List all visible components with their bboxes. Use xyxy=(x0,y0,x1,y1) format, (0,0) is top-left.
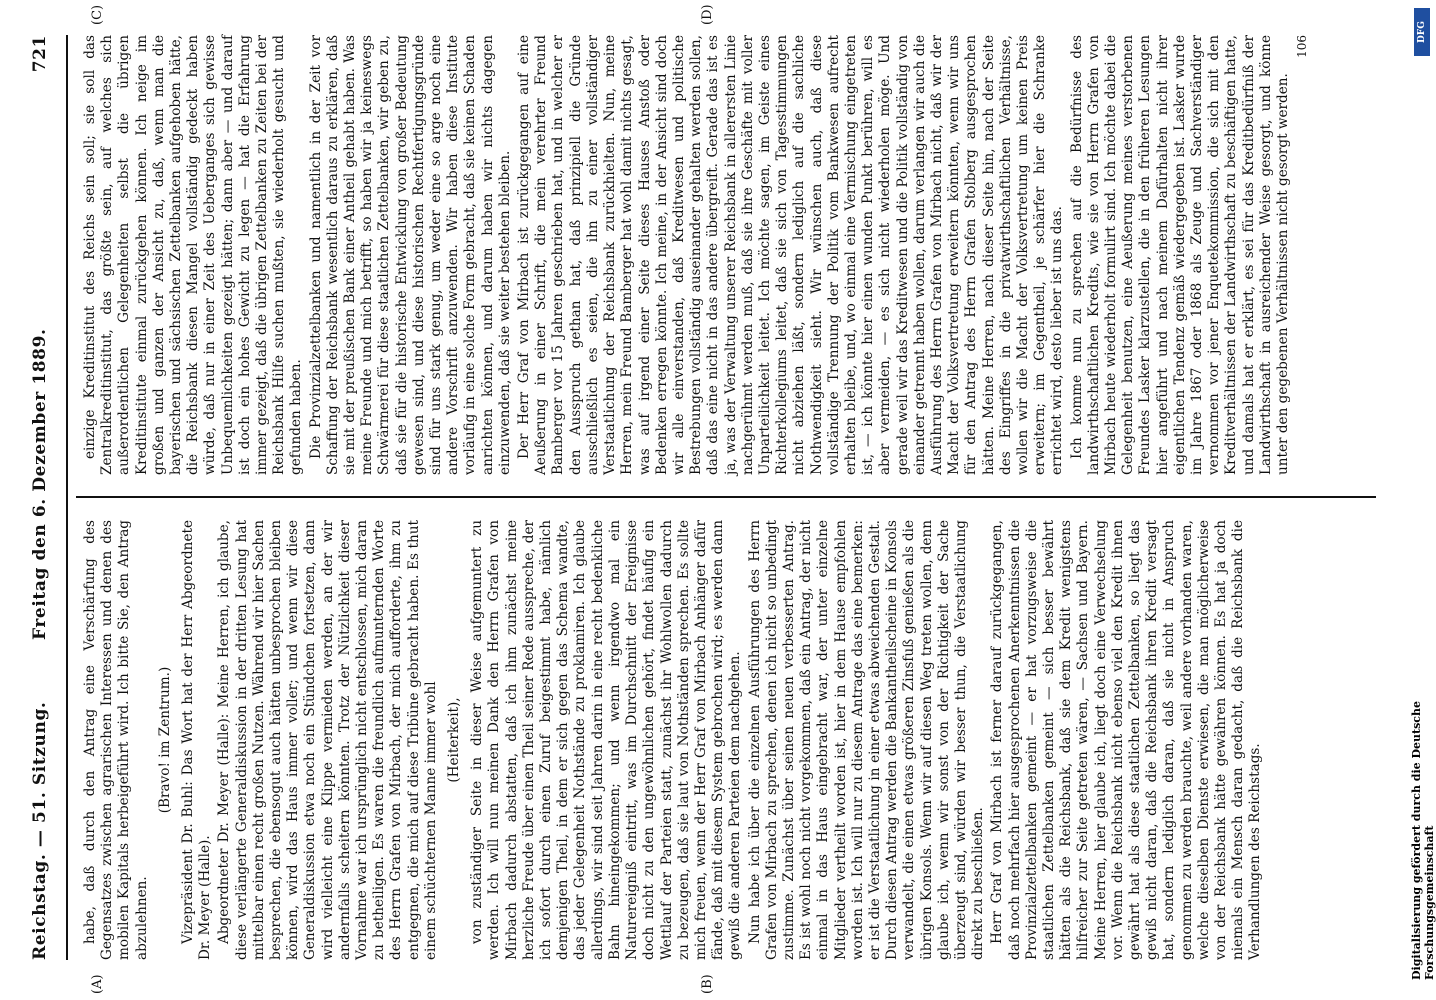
marker-d: (D) xyxy=(700,4,715,25)
paragraph: Abgeordneter Dr. Meyer (Halle): Meine Herren, ich glaube, diese verlängerte Generaldiskussion in der dritten Lesung hat mittelbar einen recht großen Nutzen. Während wir hier Sachen besprechen, die ebensogut auch hätten unbesprochen bleiben können, wird das Haus immer voller; und wenn wir diese Generaldiskussion etwa noch ein Stündchen fortsetzen, dann wird vielleicht eine Klippe vermieden werden, an der wir andernfalls scheitern könnten. Trotz der Nützlichkeit dieser Vornahme war ich ursprünglich nicht entschlossen, mich daran zu betheiligen. Es waren die freundlich aufmunternden Worte des Herrn Grafen von Mirbach, der mich aufforderte, ihm zu entgegnen, die mich auf diese Tribüne gebracht haben. Es thut einem schüchternen Manne immer wohl xyxy=(216,520,439,960)
applause-note: (Bravo! im Zentrum.) xyxy=(156,666,173,814)
left-column xyxy=(82,520,1382,960)
column-divider xyxy=(76,496,1376,498)
paragraph: Die Provinzialzettelbanken und namentlich in der Zeit vor Schaffung der Reichsbank wesentlich daraus zu erklären, daß sie mit der preußischen Bank einer Antheil gehabt haben. Was meine Freunde und mich betrifft, so haben wir ja keineswegs Schwärmerei für diese staatlichen Zettelbanken, wir geben zu, daß sie für die historische Entwicklung von großer Bedeutung gewesen sind, und diese historischen Rechtfertigungsgründe sind für uns stark genug, um weder eine so arge noch eine andere Vorschrift anzuwenden. Wir haben diese Institute vorläufig in eine solche Form gebracht, daß sie keinen Schaden anrichten können, und darum haben wir nichts dagegen einzuwenden, daß sie weiter bestehen bleiben. xyxy=(307,35,513,475)
paragraph: Herr Graf von Mirbach ist ferner darauf zurückgegangen, daß noch mehrfach hier ausgesprochenen Anerkenntnissen die Provinzialzettelbanken gemeint — er hat vorzugsweise die staatlichen Zettelbanken gemeint — sich besser bewährt hätten als die Reichsbank, daß sie dem Kredit wenigstens hilfreicher zur Seite getreten wären, — Sachsen und Bayern. Meine Herren, hier glaube ich, liegt doch eine Verwechselung vor. Wenn die Reichsbank nicht ebenso viel den Kredit ihnen gewährt hat als diese staatlichen Zettelbanken, so liegt das gewiß nicht daran, daß die Reichsbank ihren Kredit versagt hat, sondern lediglich daran, daß sie nicht in Anspruch genommen zu werden brauchte, weil andere vorhanden waren, welche dieselben Dienste erwiesen, die man möglicherweise von der Reichsbank hätte gewähren können. Es hat ja doch niemals ein Mensch daran gedacht, daß die Reichsbank die Verhandlungen des Reichstags. xyxy=(989,520,1264,960)
page-number: 721 xyxy=(30,35,50,73)
paragraph: Ich komme nun zu sprechen auf die Bedürfnisse des landwirthschaftlichen Kredits, wie sie von Herrn Grafen von Mirbach heute wiederholt formulirt sind. Ich möchte dabei die Gelegenheit benutzen, eine Aeußerung meines verstorbenen Freundes Lasker klarzustellen, die in den früheren Lesungen hier angeführt und nach meinem Dafürhalten nicht ihrer eigentlichen Tendenz gemäß wiedergegeben ist. Lasker wurde im Jahre 1867 oder 1868 als Zeuge und Sachverständiger vernommen vor jener Enquetekommission, die sich mit den Kreditverhältnissen der Landwirthschaft zu beschäftigen hatte, und damals hat er erklärt, es sei für das Kreditbedürfniß der Landwirthschaft in ausreichender Weise gesorgt, und könne unter den gegebenen Verhältnissen nicht gesorgt werden. xyxy=(1068,35,1292,475)
header-rule xyxy=(66,35,68,960)
right-column xyxy=(82,35,1382,475)
paragraph: einzige Kreditinstitut des Reichs sein soll; sie soll das Zentralkreditinstitut, das größte sein, auf welches sich außerordentlichen Gelegenheiten selbst die übrigen Kreditinstitute einmal zurückgehen können. Ich neige im großen und ganzen der Ansicht zu, daß, wenn man die bayerischen und sächsischen Zettelbanken aufgehoben hätte, die Reichsbank diesen Mangel vollständig gedeckt haben würde, daß nur in einer Zeit des Ueberganges sich gewisse Unbequemlichkeiten gezeigt hätten; dann aber — und darauf ist doch ein hohes Gewicht zu legen — hat die Erfahrung immer gezeigt, daß die übrigen Zettelbanken zu Zeiten bei der Reichsbank Hilfe suchen mußten, sie wiederholt gesucht und gefunden haben. xyxy=(82,35,305,475)
paragraph: von zuständiger Seite in dieser Weise aufgemuntert zu werden. Ich will nun meinen Dank den Herrn Grafen von Mirbach dadurch abstatten, daß ich ihm zunächst meine herzliche Freude über einen Theil seiner Rede ausspreche, der ich sofort durch einen Zuruf beigestimmt habe, nämlich demjenigen Theil, in dem er sich gegen das Schema wandte, das jeder Gelegenheit Nothstände zu proklamiren. Ich glaube allerdings, wir sind seit Jahren darin in eine recht bedenkliche Bahn hineingekommen; und wenn irgendwo mal ein Naturereigniß eintritt, was im Durchschnitt der Ereignisse doch nicht zu den ungewöhnlichen gehört, findet häufig ein Wettlauf der Parteien statt, zunächst ihr Wohlwollen dadurch zu bezeugen, daß sie laut von Nothständen sprechen. Es sollte mich freuen, wenn der Herr Graf von Mirbach Anhänger dafür fände, daß mit diesem System gebrochen wird; es werden dann gewiß die anderen Parteien dem nachgehen. xyxy=(469,520,744,960)
laughter-note: (Heiterkeit), xyxy=(446,697,463,783)
dfg-logo: DFG xyxy=(1414,8,1430,56)
page-header xyxy=(22,35,56,960)
header-left: Reichstag. — 51. Sitzung. xyxy=(30,701,50,960)
digitization-note: Digitalisierung gefördert durch die Deutsche Forschungsgemeinschaft xyxy=(1410,701,1436,980)
footer-number: 106 xyxy=(1295,35,1310,58)
marker-a: (A) xyxy=(90,974,105,994)
paragraph: habe, daß durch den Antrag eine Verschärfung des Gegensatzes zwischen agrarischen Interessen und denen des mobilen Kapitals herbeigeführt wird. Ich bitte Sie, den Antrag abzulehnen. xyxy=(82,520,150,960)
marker-c: (C) xyxy=(90,4,105,25)
paragraph: Der Herr Graf von Mirbach ist zurückgegangen auf eine Aeußerung in einer Schrift, die mein verehrter Freund Bamberger vor 15 Jahren geschrieben hat, und in welcher er den Ausspruch gethan hat, daß prinzipiell die Gründe ausschließlich es seien, die ihn zu einer vollständiger Verstaatlichung der Reichsbank zurückhielten. Nun, meine Herren, mein Freund Bamberger hat wohl damit nichts gesagt, was auf irgend einer Seite dieses Hauses Anstoß oder Bedenken erregen könnte. Ich meine, in der Ansicht sind doch wir alle einverstanden, daß Kreditwesen und politische Bestrebungen vollständig auseinander gehalten werden sollen, daß das eine nicht in das andere übergreift. Gerade das ist es ja, was der Verwaltung unserer Reichsbank in allerersten Linie nachgerühmt werden muß, daß sie ihre Geschäfte mit voller Unparteilichkeit leitet. Ich möchte sagen, im Geiste eines Richterkollegiums leitet, daß sie sich von Tagesstimmungen nicht abziehen läßt, sondern lediglich auf die sachliche Nothwendigkeit sieht. Wir wünschen auch, daß diese vollständige Trennung der Politik vom Bankwesen aufrecht erhalten bleibe, und, wo einmal eine Vermischung eingetreten ist, — ich könnte hier einen wunden Punkt berühren, will es aber vermeiden, — es sich nicht wiederholen möge. Und gerade weil wir das Kreditwesen und die Politik vollständig von einander getrennt haben wollen, darum verlangen wir auch die Ausführung des Herrn Grafen von Mirbach nicht, daß wir der Macht der Volksvertretung erweitern könnten, wenn wir uns für den Antrag des Herrn Grafen Stolberg ausgesprochen hätten. Meine Herren, nach dieser Seite hin, nach der Seite des Eingriffes in die privatwirthschaftlichen Verhältnisse, wollen wir die Macht der Volksvertretung um keinen Preis erweitern; im Gegentheil, je schärfer hier die Schranke errichtet wird, desto lieber ist uns das. xyxy=(516,35,1066,475)
marker-b: (B) xyxy=(700,974,715,994)
paragraph: Nun habe ich über die einzelnen Ausführungen des Herrn Grafen von Mirbach zu sprechen, denen ich nicht so unbedingt zustimme. Zunächst über seinen neuen verbesserten Antrag. Es ist wohl noch nicht vorgekommen, daß ein Antrag, der nicht einmal in das Haus eingebracht war, der unter einzelne Mitglieder vertheilt worden ist, hier in dem Hause empfohlen worden ist. Ich will nur zu diesem Antrage das eine bemerken: er ist die Verstaatlichung in einer etwas abweichenden Gestalt. Durch diesen Antrag werden die Bankantheilscheine in Konsols verwandelt, die einen etwas größeren Zinsfuß genießen als die übrigen Konsols. Wenn wir auf diesen Weg treten wollen, denn glaube ich, wenn wir sonst von der Richtigkeit der Sache überzeugt sind, würden wir besser thun, die Verstaatlichung direkt zu beschließen. xyxy=(746,520,987,960)
paragraph: Vizepräsident Dr. Buhl: Das Wort hat der Herr Abgeordnete Dr. Meyer (Halle). xyxy=(180,520,214,960)
header-date: Freitag den 6. Dezember 1889. xyxy=(30,328,50,640)
